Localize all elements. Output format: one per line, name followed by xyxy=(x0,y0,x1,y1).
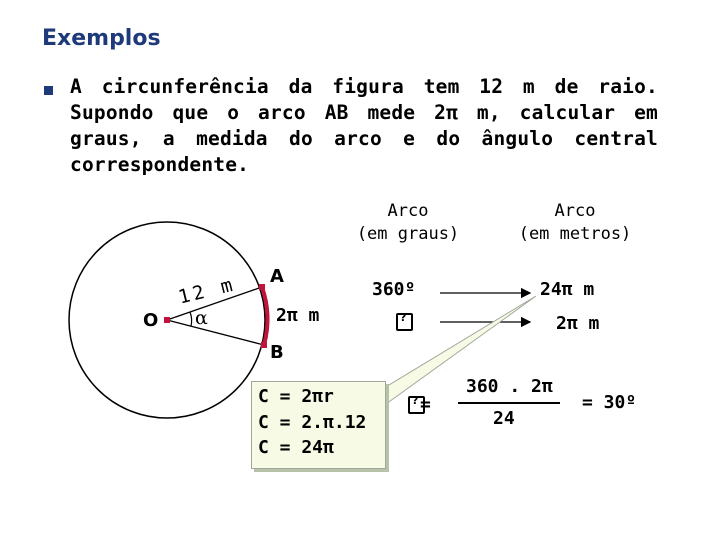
row1-degrees: 360º xyxy=(372,279,416,300)
col-head-meters-line1: Arco xyxy=(554,201,596,221)
page-title: Exemplos xyxy=(42,26,161,51)
angle-label: α xyxy=(195,307,208,329)
row2-meters: 2π m xyxy=(556,313,600,334)
result-equals: = xyxy=(420,394,431,415)
fraction-numerator: 360 . 2π xyxy=(466,376,553,397)
radius-label: 12 m xyxy=(176,273,238,309)
arc-length-label: 2π m xyxy=(276,305,320,326)
unknown-placeholder-icon xyxy=(396,313,413,331)
point-b-label: B xyxy=(270,342,284,363)
fraction-denominator: 24 xyxy=(493,408,515,429)
fraction-bar xyxy=(458,402,560,404)
calc-line-3: C = 24π xyxy=(258,437,334,458)
problem-statement: A circunferência da figura tem 12 m de raio. Supondo que o arco AB mede 2π m, calcular em graus, a medida do arco e do ângulo central correspondente. xyxy=(70,75,658,176)
result-value: = 30º xyxy=(582,392,637,413)
center-point xyxy=(164,317,170,323)
radius-ob xyxy=(167,320,264,345)
col-head-degrees-line1: Arco xyxy=(387,201,429,221)
row1-meters: 24π m xyxy=(540,279,595,300)
point-a-marker xyxy=(259,284,265,290)
point-a-label: A xyxy=(270,266,284,287)
row2-degrees-placeholder xyxy=(396,313,413,335)
col-head-meters-line2: (em metros) xyxy=(518,224,632,244)
calc-line-1: C = 2πr xyxy=(258,386,334,407)
center-label: O xyxy=(143,310,159,331)
col-head-degrees-line2: (em graus) xyxy=(356,224,460,244)
calc-line-2: C = 2.π.12 xyxy=(258,412,367,433)
point-b-marker xyxy=(261,342,267,348)
angle-arc xyxy=(190,312,192,326)
